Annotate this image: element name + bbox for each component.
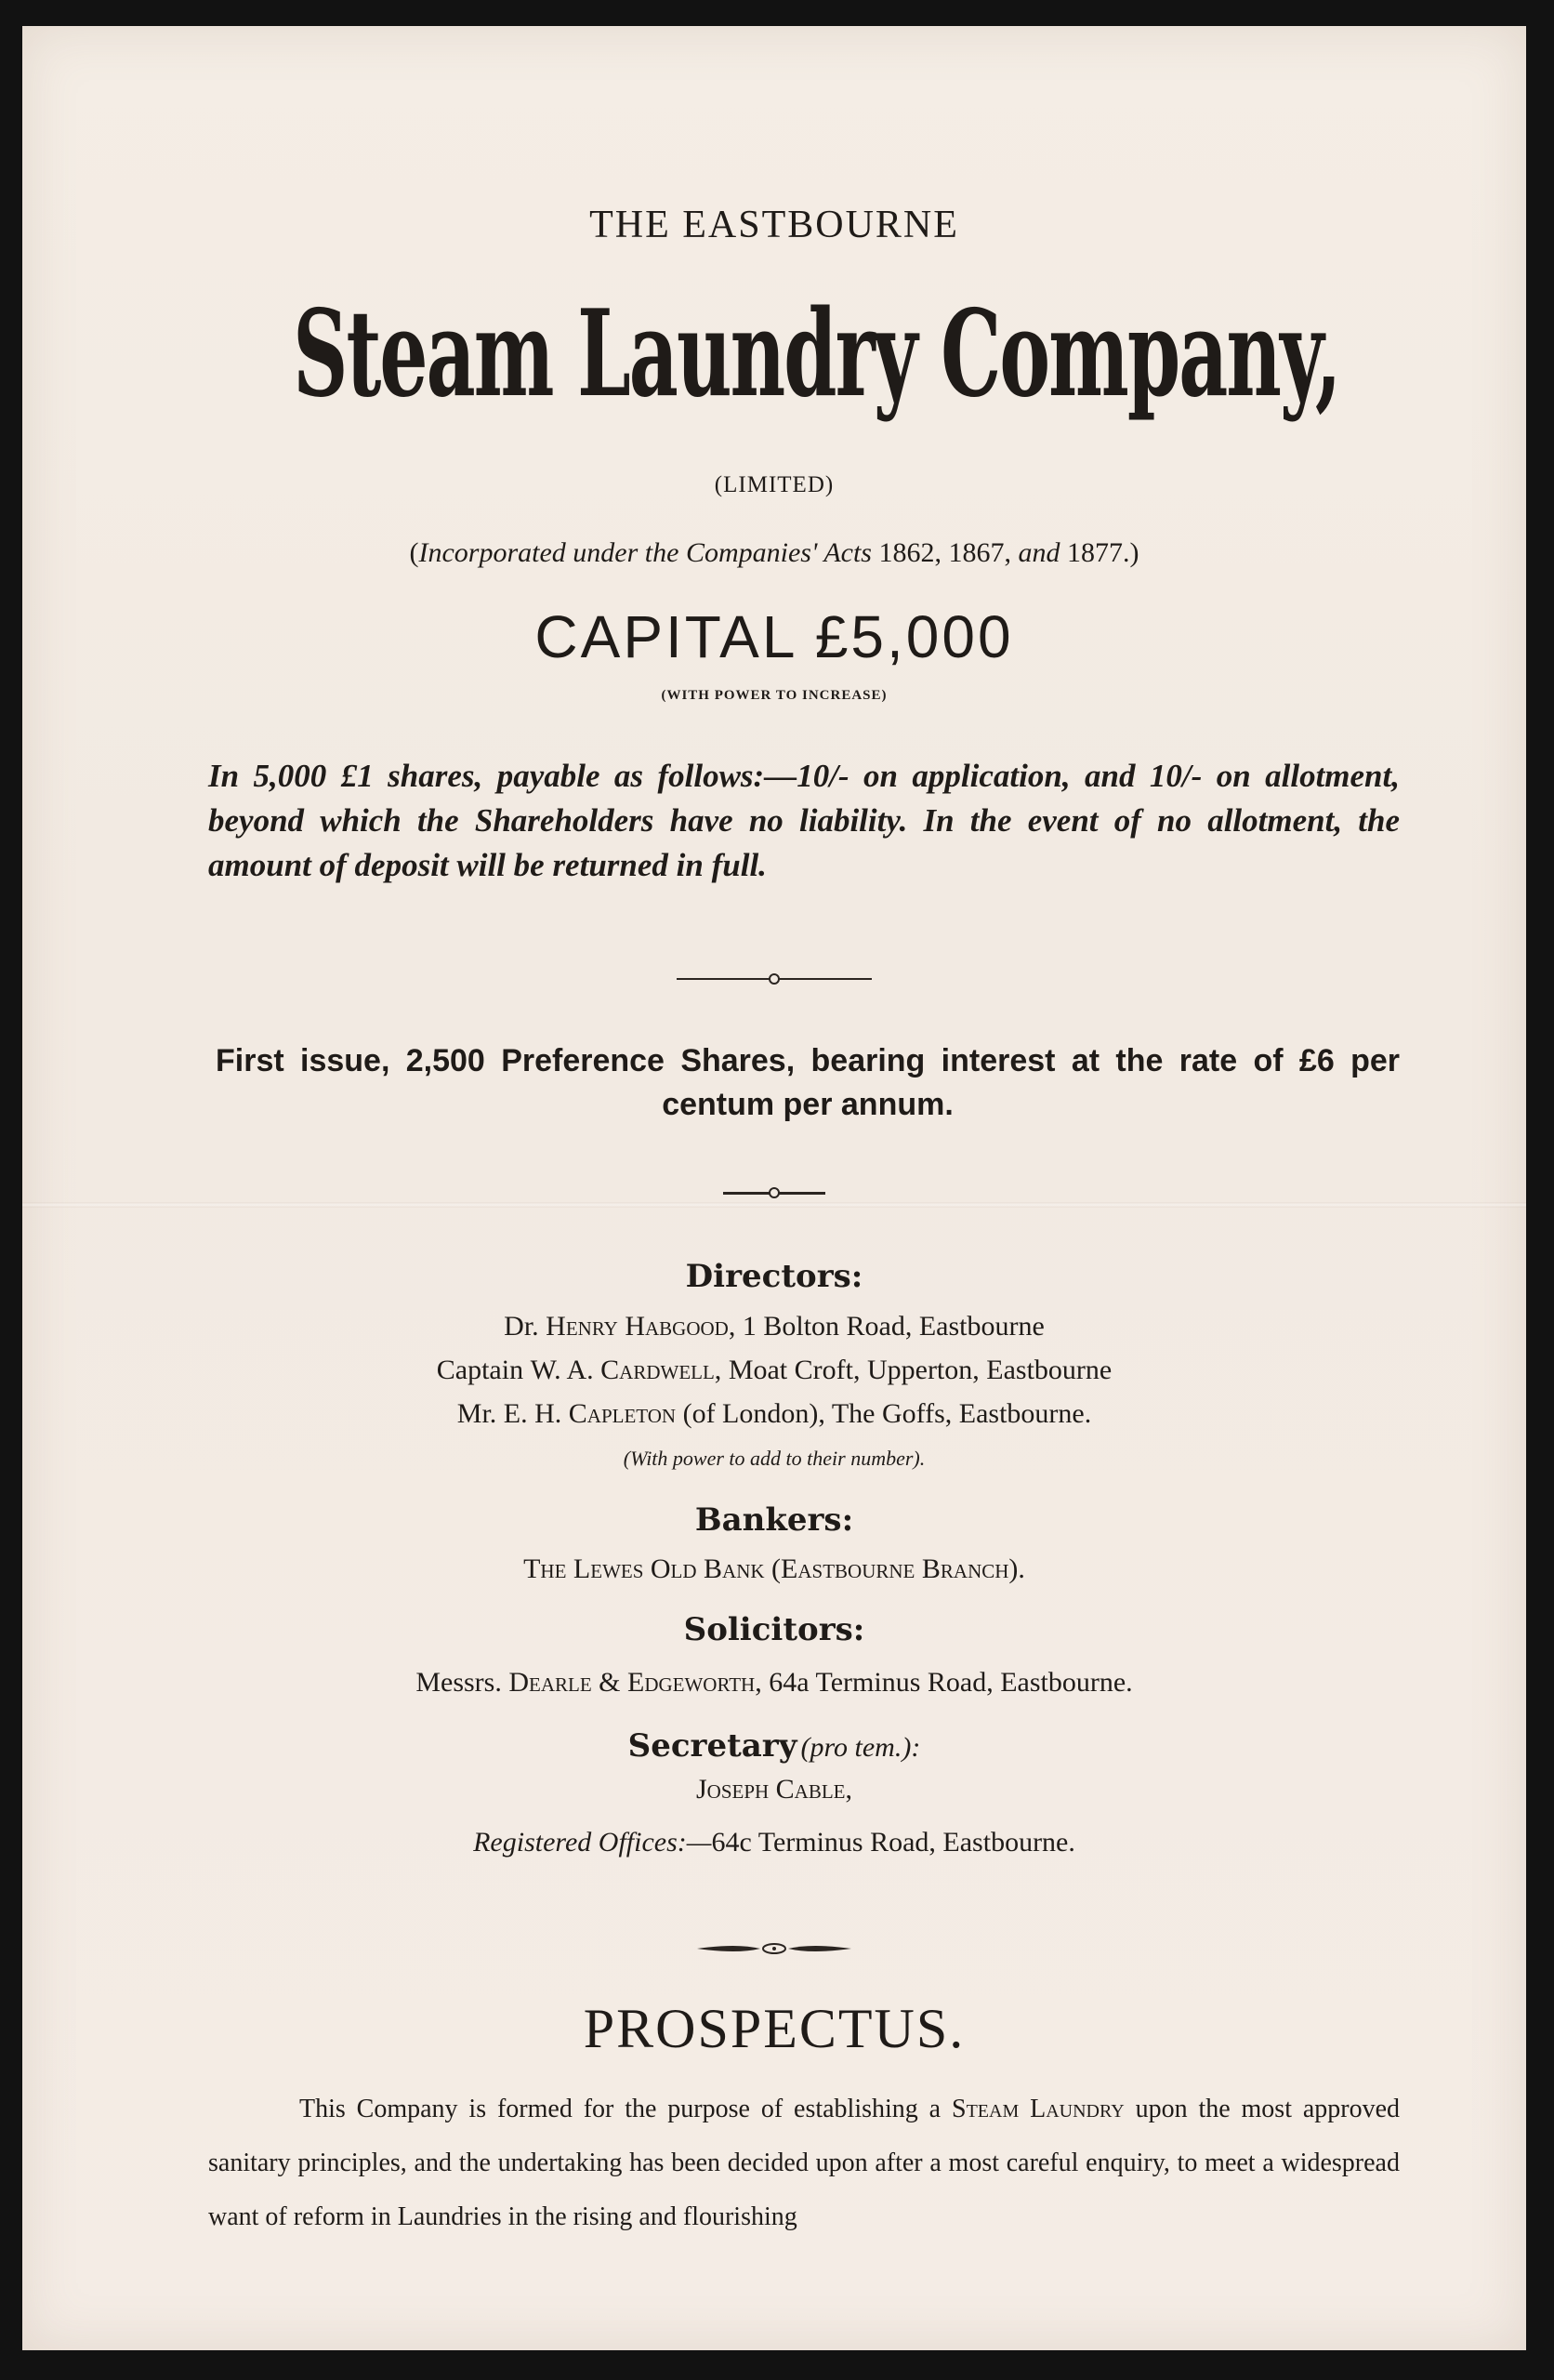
ornamental-divider [695, 1939, 853, 1958]
prospectus-paragraph [208, 2082, 1400, 2244]
pretitle: THE EASTBOURNE [589, 204, 959, 246]
secretary-name: Joseph Cable, [695, 1774, 853, 1805]
director-address: (of London), The Goffs, Eastbourne. [682, 1398, 1092, 1429]
prospectus-title: PROSPECTUS. [583, 1998, 966, 2059]
director-name: Henry Habgood, [546, 1311, 736, 1342]
incorporation-text: Incorporated under the Companies' Acts [418, 537, 872, 568]
director-row [22, 1398, 1526, 1430]
secretary-qualifier: (pro tem.): [800, 1732, 921, 1763]
solicitors-name: Dearle & Edgeworth, [508, 1667, 762, 1698]
director-address: Moat Croft, Upperton, Eastbourne [728, 1355, 1113, 1385]
solicitors-prefix: Messrs. [415, 1667, 502, 1698]
incorporation-open: ( [409, 537, 419, 568]
solicitors-row [22, 1667, 1526, 1699]
incorporation-year-1: 1862, [878, 537, 942, 568]
director-title: Dr. [504, 1311, 539, 1342]
solicitors-address: 64a Terminus Road, Eastbourne. [769, 1667, 1133, 1698]
divider-rule [677, 978, 872, 980]
incorporation-line [22, 537, 1526, 569]
capital-note: (WITH POWER TO INCREASE) [661, 688, 888, 703]
director-row [22, 1311, 1526, 1342]
secretary-heading-row [22, 1727, 1526, 1765]
director-title: Mr. [456, 1398, 497, 1429]
director-address: 1 Bolton Road, Eastbourne [742, 1311, 1045, 1342]
prospectus-page [22, 26, 1526, 2350]
divider-rule [723, 1192, 825, 1195]
divider-dot [769, 973, 780, 985]
offices-row [22, 1827, 1526, 1858]
director-title: Captain [436, 1355, 524, 1385]
director-row [22, 1355, 1526, 1386]
secretary-heading: Secretary [627, 1727, 797, 1765]
first-issue: First issue, 2,500 Preference Shares, bearing interest at the rate of £6 per centum per annum. [216, 1043, 1400, 1122]
bankers-heading: Bankers: [694, 1501, 854, 1539]
capital-heading: CAPITAL £5,000 [534, 603, 1014, 670]
divider-dot [769, 1187, 780, 1198]
company-title: Steam Laundry Company, [293, 284, 1340, 424]
directors-heading: Directors: [685, 1258, 863, 1295]
incorporation-year-2: 1867, [948, 537, 1011, 568]
directors-note: (With power to add to their number). [623, 1447, 926, 1470]
shares-terms: In 5,000 £1 shares, payable as follows:—10/- on application, and 10/- on allotment, beyond which the Shareholders have no liability. In the event of no allotment, the amount of deposit will be returned in full. [208, 758, 1400, 883]
incorporation-and: and [1018, 537, 1060, 568]
incorporation-close: ) [1129, 537, 1139, 568]
bankers-name: The Lewes Old Bank (Eastbourne Branch). [523, 1554, 1025, 1584]
offices-address: 64c Terminus Road, Eastbourne. [711, 1827, 1075, 1858]
prospectus-steam-laundry: Steam Laundry [952, 2095, 1125, 2123]
solicitors-heading: Solicitors: [683, 1611, 865, 1648]
prospectus-text-b: upon the most approved sanitary principles, and the undertaking has been decided upon after a most careful enquiry, to meet a widespread want of reform in Laundries in the rising and flourishing [208, 2095, 1401, 2231]
director-name: W. A. Cardwell, [530, 1355, 722, 1385]
incorporation-year-3: 1877. [1066, 537, 1130, 568]
prospectus-text-a: This Company is formed for the purpose of establishing a [299, 2095, 942, 2123]
director-name: E. H. Capleton [503, 1398, 677, 1429]
limited-label: (LIMITED) [714, 472, 835, 497]
offices-label: Registered Offices:— [473, 1827, 712, 1858]
